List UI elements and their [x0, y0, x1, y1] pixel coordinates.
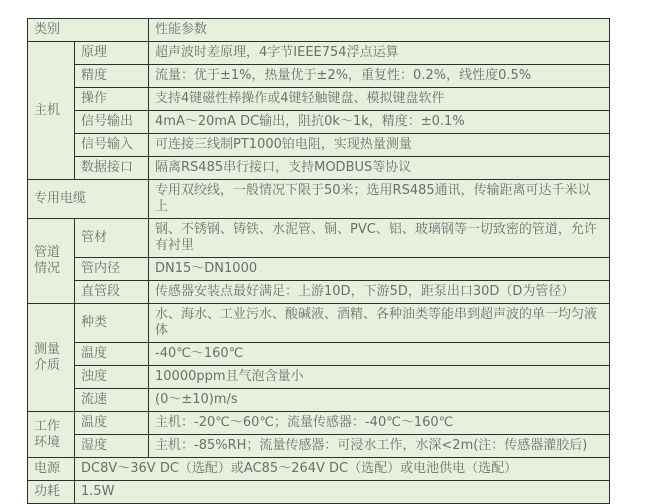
param-value-cell: 主机：-85%RH；流量传感器：可浸水工作，水深<2m(注：传感器灌胶后) [149, 435, 610, 458]
table-row [28, 219, 610, 258]
table-row [28, 258, 610, 281]
header-cell-category: 类别 [28, 19, 149, 42]
param-name-cell: 温度 [75, 343, 149, 366]
table-row [28, 65, 610, 88]
param-value-cell: 流量：优于±1%，热量优于±2%，重复性：0.2%，线性度0.5% [149, 65, 610, 88]
param-name-cell: 信号输入 [75, 134, 149, 157]
group-cell-environment: 工作环境 [28, 412, 75, 458]
param-value-cell: 隔离RS485串行接口，支持MODBUS等协议 [149, 157, 610, 180]
table-row [28, 435, 610, 458]
spec-table [27, 18, 610, 504]
param-name-cell: 信号输出 [75, 111, 149, 134]
table-row [28, 180, 610, 219]
param-name-cell: 管材 [75, 219, 149, 258]
param-value-cell: 专用双绞线，一般情况下限于50米；选用RS485通讯，传输距离可达千米以上 [149, 180, 610, 219]
param-value-cell: DC8V～36V DC（选配）或AC85～264V DC（选配）或电池供电（选配） [75, 458, 610, 481]
param-value-cell: 10000ppm且气泡含量小 [149, 366, 610, 389]
table-row [28, 111, 610, 134]
param-value-cell: 水、海水、工业污水、酸碱液、酒精、各种油类等能串到超声波的单一均匀液体 [149, 304, 610, 343]
param-name-cell: 直管段 [75, 281, 149, 304]
table-row [28, 481, 610, 504]
group-cell-power: 电源 [28, 458, 75, 481]
table-row [28, 304, 610, 343]
param-value-cell: 可连接三线制PT1000铂电阻，实现热量测量 [149, 134, 610, 157]
header-cell-params: 性能参数 [149, 19, 610, 42]
table-row [28, 42, 610, 65]
group-cell-cable: 专用电缆 [28, 180, 149, 219]
param-value-cell: 传感器安装点最好满足：上游10D，下游5D，距泵出口30D（D为管径） [149, 281, 610, 304]
param-name-cell: 温度 [75, 412, 149, 435]
table-row [28, 88, 610, 111]
param-name-cell: 原理 [75, 42, 149, 65]
group-cell-pipe: 管道情况 [28, 219, 75, 304]
table-header-row [28, 19, 610, 42]
param-value-cell: 支持4键磁性棒操作或4键轻触键盘、模拟键盘软件 [149, 88, 610, 111]
param-name-cell: 管内径 [75, 258, 149, 281]
param-name-cell: 湿度 [75, 435, 149, 458]
table-row [28, 412, 610, 435]
param-value-cell: 主机：-20℃～60℃；流量传感器：-40℃～160℃ [149, 412, 610, 435]
table-row [28, 281, 610, 304]
param-value-cell: (0～±10)m/s [149, 389, 610, 412]
param-name-cell: 种类 [75, 304, 149, 343]
group-cell-host: 主机 [28, 42, 75, 180]
table-row [28, 134, 610, 157]
param-value-cell: 1.5W [75, 481, 610, 504]
param-name-cell: 数据接口 [75, 157, 149, 180]
param-name-cell: 操作 [75, 88, 149, 111]
param-value-cell: DN15～DN1000 [149, 258, 610, 281]
param-name-cell: 精度 [75, 65, 149, 88]
group-cell-consumption: 功耗 [28, 481, 75, 504]
table-row [28, 366, 610, 389]
table-row [28, 157, 610, 180]
param-name-cell: 流速 [75, 389, 149, 412]
param-value-cell: -40℃～160℃ [149, 343, 610, 366]
param-name-cell: 浊度 [75, 366, 149, 389]
param-value-cell: 超声波时差原理，4字节IEEE754浮点运算 [149, 42, 610, 65]
param-value-cell: 4mA～20mA DC输出，阻抗0k～1k，精度：±0.1% [149, 111, 610, 134]
table-row [28, 343, 610, 366]
group-cell-medium: 测量介质 [28, 304, 75, 412]
table-row [28, 389, 610, 412]
table-row [28, 458, 610, 481]
param-value-cell: 钢、不锈钢、铸铁、水泥管、铜、PVC、铝、玻璃钢等一切致密的管道，允许有衬里 [149, 219, 610, 258]
